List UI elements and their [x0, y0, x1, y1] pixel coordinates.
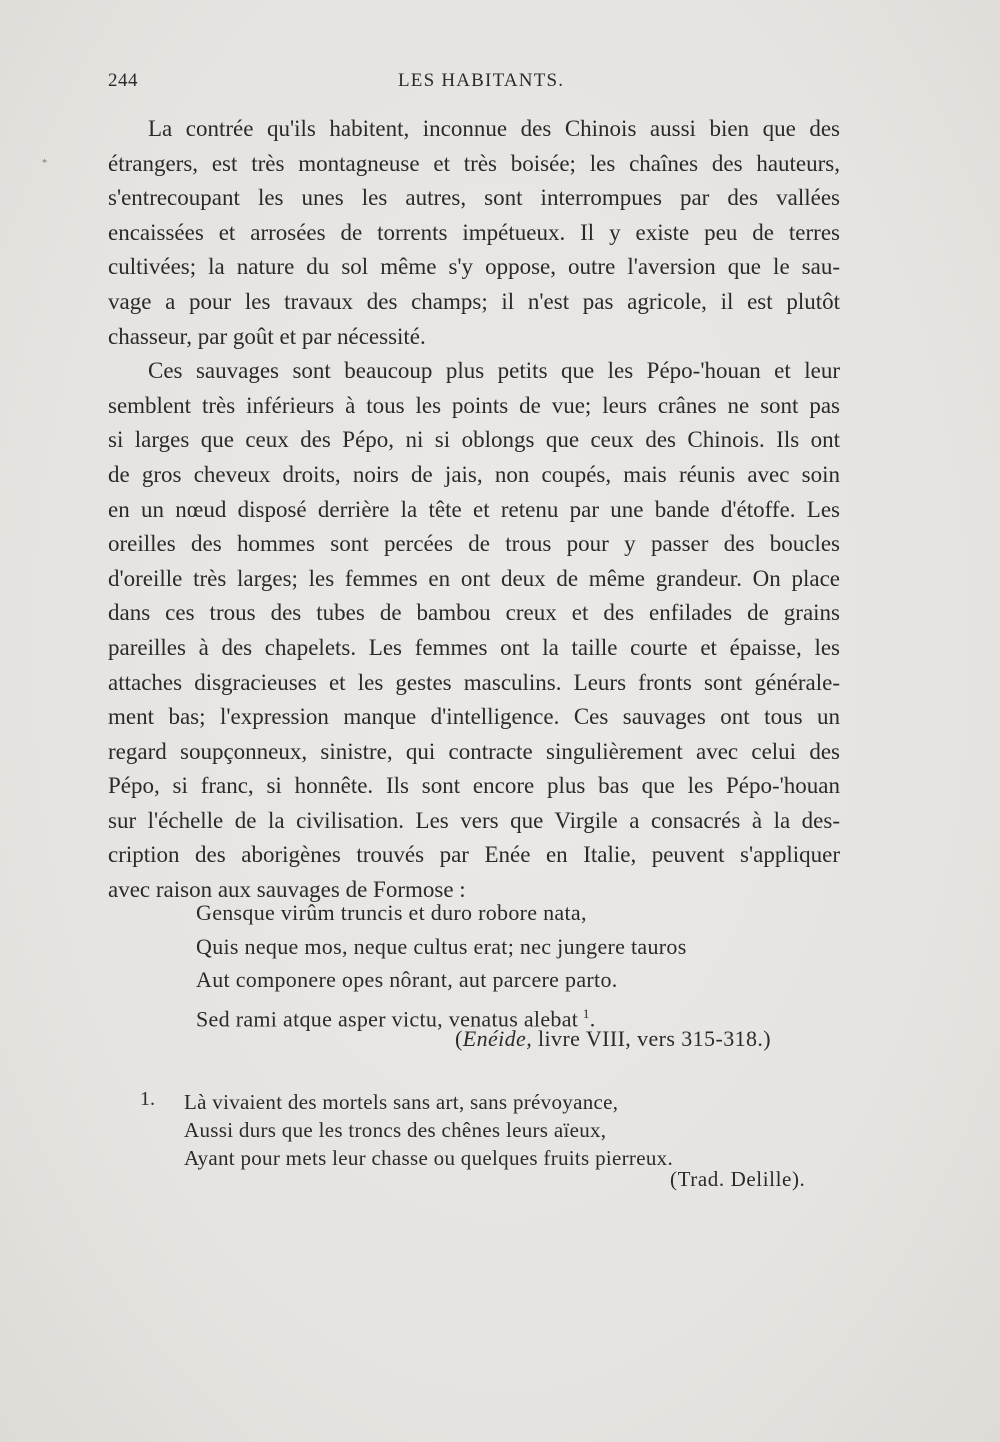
- verse-line: Quis neque mos, neque cultus erat; nec jungere tauros: [196, 933, 687, 959]
- body-line: sur l'échelle de la civilisation. Les vers que Virgile a consacrés à la des-: [108, 807, 840, 833]
- footnote-marker: 1.: [140, 1088, 155, 1110]
- body-line: étrangers, est très montagneuse et très boisée; les chaînes des hauteurs,: [108, 150, 840, 176]
- verse-line-with-note: [196, 997, 796, 1031]
- body-line: s'entrecoupant les unes les autres, sont interrompues par des vallées: [108, 185, 840, 211]
- body-line: d'oreille très larges; les femmes en ont deux de même grandeur. On place: [108, 565, 840, 591]
- verse-line-text: Sed rami atque asper victu, venatus alebat: [196, 1005, 579, 1031]
- running-head: LES HABITANTS.: [398, 70, 565, 91]
- body-line: pareilles à des chapelets. Les femmes ont la taille courte et épaisse, les: [108, 634, 840, 660]
- verse-line: Aut componere opes nôrant, aut parcere parto.: [196, 967, 618, 992]
- page-header: [108, 70, 840, 100]
- body-line: en un nœud disposé derrière la tête et retenu par une bande d'étoffe. Les: [108, 496, 840, 522]
- citation-location: livre VIII, vers 315-318.): [532, 1026, 772, 1051]
- scan-speck: *: [42, 158, 47, 169]
- body-line: dans ces trous des tubes de bambou creux et des enfilades de grains: [108, 600, 840, 626]
- body-line: cultivées; la nature du sol même s'y oppose, outre l'aversion que le sau-: [108, 254, 840, 280]
- body-line: si larges que ceux des Pépo, ni si oblongs que ceux des Chinois. Ils ont: [108, 427, 840, 453]
- verse-citation: [455, 1026, 771, 1052]
- body-line: attaches disgracieuses et les gestes masculins. Leurs fronts sont générale-: [108, 669, 840, 695]
- footnote-line: Là vivaient des mortels sans art, sans prévoyance,: [184, 1090, 619, 1114]
- latin-verse-quote: [196, 896, 796, 1030]
- citation-open-paren: (: [455, 1026, 463, 1051]
- body-line: semblent très inférieurs à tous les points de vue; leurs crânes ne sont pas: [108, 392, 840, 418]
- footnote-reference[interactable]: 1: [582, 1005, 590, 1021]
- body-line: cription des aborigènes trouvés par Enée en Italie, peuvent s'appliquer: [108, 842, 840, 868]
- footnote-line: Ayant pour mets leur chasse ou quelques fruits pierreux.: [184, 1146, 673, 1170]
- footnote-line: Aussi durs que les troncs des chênes leurs aïeux,: [184, 1118, 607, 1142]
- citation-work-title: Enéide,: [462, 1026, 533, 1051]
- body-text: [108, 112, 840, 908]
- body-line: regard soupçonneux, sinistre, qui contracte singulièrement avec celui des: [108, 738, 840, 764]
- body-line: chasseur, par goût et par nécessité.: [108, 323, 426, 349]
- body-line: La contrée qu'ils habitent, inconnue des Chinois aussi bien que des: [148, 116, 840, 141]
- body-line: de gros cheveux droits, noirs de jais, non coupés, mais réunis avec soin: [108, 461, 840, 487]
- footnote-credit: (Trad. Delille).: [670, 1167, 806, 1191]
- body-line: vage a pour les travaux des champs; il n'est pas agricole, il est plutôt: [108, 288, 840, 314]
- body-line: Ces sauvages sont beaucoup plus petits que les Pépo-'houan et leur: [148, 358, 840, 384]
- body-line: encaissées et arrosées de torrents impétueux. Il y existe peu de terres: [108, 219, 840, 245]
- page-number: 244: [108, 70, 138, 91]
- footnote-translation: [184, 1088, 673, 1172]
- body-line: ment bas; l'expression manque d'intelligence. Ces sauvages ont tous un: [108, 704, 840, 730]
- verse-line-period: .: [589, 1005, 596, 1031]
- body-line: oreilles des hommes sont percées de trous pour y passer des boucles: [108, 531, 840, 557]
- body-line: avec raison aux sauvages de Formose :: [108, 877, 466, 903]
- verse-line: Gensque virûm truncis et duro robore nata,: [196, 900, 587, 925]
- body-line: Pépo, si franc, si honnête. Ils sont encore plus bas que les Pépo-'houan: [108, 773, 840, 799]
